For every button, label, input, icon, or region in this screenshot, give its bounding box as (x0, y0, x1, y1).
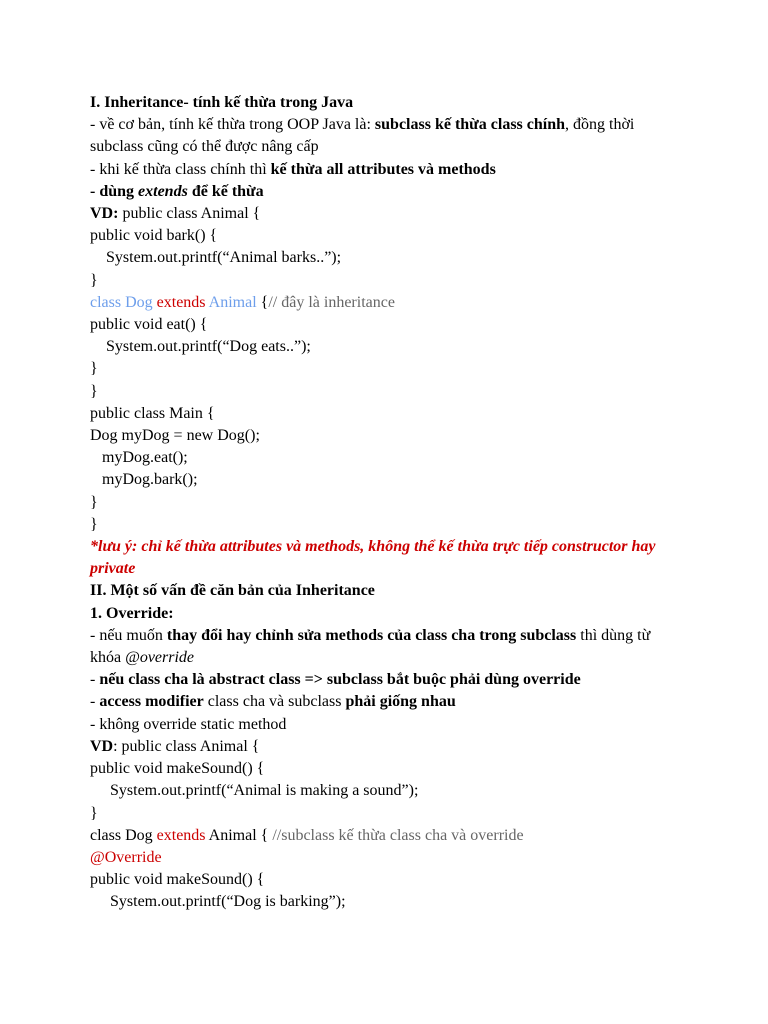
example-label: VD (90, 737, 114, 755)
code-line: System.out.printf(“Dog is barking”); (110, 893, 346, 911)
bold-text-run: access modifier (99, 693, 204, 711)
text-run: để kế thừa (187, 182, 264, 200)
text-run: , đồng thời (565, 116, 635, 134)
text-run: khóa (90, 649, 126, 667)
section-heading-inheritance: I. Inheritance- tính kế thừa trong Java (90, 94, 354, 111)
text-run: - dùng (90, 182, 139, 200)
paragraph-static-rule: - không override static method (90, 715, 287, 733)
code-text: public class Animal { (118, 205, 261, 223)
code-brace: { (256, 293, 269, 311)
paragraph-inherit-all (90, 159, 680, 181)
code-line (90, 736, 680, 758)
bold-text-run: subclass kế thừa class chính (374, 116, 566, 134)
code-comment: // đây là inheritance (268, 293, 395, 311)
code-class-dog: class Dog (90, 826, 157, 844)
code-line: System.out.printf(“Animal is making a sound”); (110, 782, 419, 800)
document-page (90, 92, 680, 914)
paragraph-basic-definition (90, 114, 680, 136)
code-line: } (90, 804, 98, 822)
code-line: } (90, 271, 98, 289)
text-run: - nếu muốn (90, 626, 167, 644)
text-run: - về cơ bản, tính kế thừa trong OOP Java là: (90, 116, 375, 134)
code-line: public class Main { (90, 404, 215, 422)
code-line: System.out.printf(“Animal barks..”); (106, 249, 342, 267)
code-line: myDog.bark(); (102, 471, 198, 489)
italic-keyword-override: @override (125, 649, 195, 667)
code-line: } (90, 382, 98, 400)
paragraph-abstract-rule (90, 669, 680, 691)
code-line: Dog myDog = new Dog(); (90, 427, 260, 445)
code-line: public void makeSound() { (90, 871, 265, 889)
code-annotation-override: @Override (90, 848, 162, 866)
code-class-animal: Animal { (205, 826, 273, 844)
code-line: public void makeSound() { (90, 760, 265, 778)
italic-keyword-extends: extends (138, 182, 188, 200)
code-line (90, 203, 680, 225)
text-run: - (90, 671, 100, 689)
bold-text-run: thay đổi hay chỉnh sửa methods của class cha trong subclass (166, 626, 577, 644)
text-run: class cha và subclass (203, 693, 346, 711)
paragraph-use-extends (90, 181, 680, 203)
code-line: public void eat() { (90, 316, 208, 334)
section-heading-basics: II. Một số vấn đề căn bản của Inheritance (90, 582, 375, 600)
code-line: } (90, 360, 98, 378)
code-line: public void bark() { (90, 227, 218, 245)
text-run: - khi kế thừa class chính thì (90, 160, 271, 178)
code-line: } (90, 515, 98, 533)
code-extends-keyword: extends (156, 826, 206, 844)
example-label: VD: (90, 205, 119, 223)
subsection-heading-override: 1. Override: (90, 604, 174, 622)
bold-text-run: phải giống nhau (345, 693, 456, 711)
code-line-highlighted (90, 292, 680, 314)
code-line-highlighted (90, 825, 680, 847)
paragraph-override-usage-cont (90, 647, 680, 669)
text-run: - (90, 693, 100, 711)
code-class-dog: class Dog (90, 293, 153, 311)
paragraph-basic-definition-cont: subclass cũng có thể được nâng cấp (90, 138, 319, 156)
code-text: : public class Animal { (113, 737, 260, 755)
bold-text-run: kế thừa all attributes và methods (270, 160, 496, 178)
code-line: System.out.printf(“Dog eats..”); (106, 338, 311, 356)
code-class-animal: Animal (205, 293, 257, 311)
paragraph-override-usage (90, 625, 680, 647)
code-extends-keyword: extends (152, 293, 206, 311)
warning-note: *lưu ý: chỉ kế thừa attributes và methods, không thể kế thừa trực tiếp constructor hay (90, 538, 656, 556)
code-line: } (90, 493, 98, 511)
bold-text-run: nếu class cha là abstract class => subclass bắt buộc phải dùng override (99, 671, 581, 689)
warning-note-cont: private (90, 560, 136, 578)
text-run: thì dùng từ (576, 626, 651, 644)
code-line: myDog.eat(); (102, 449, 188, 467)
code-comment: //subclass kế thừa class cha và override (272, 826, 524, 844)
paragraph-access-modifier (90, 691, 680, 713)
